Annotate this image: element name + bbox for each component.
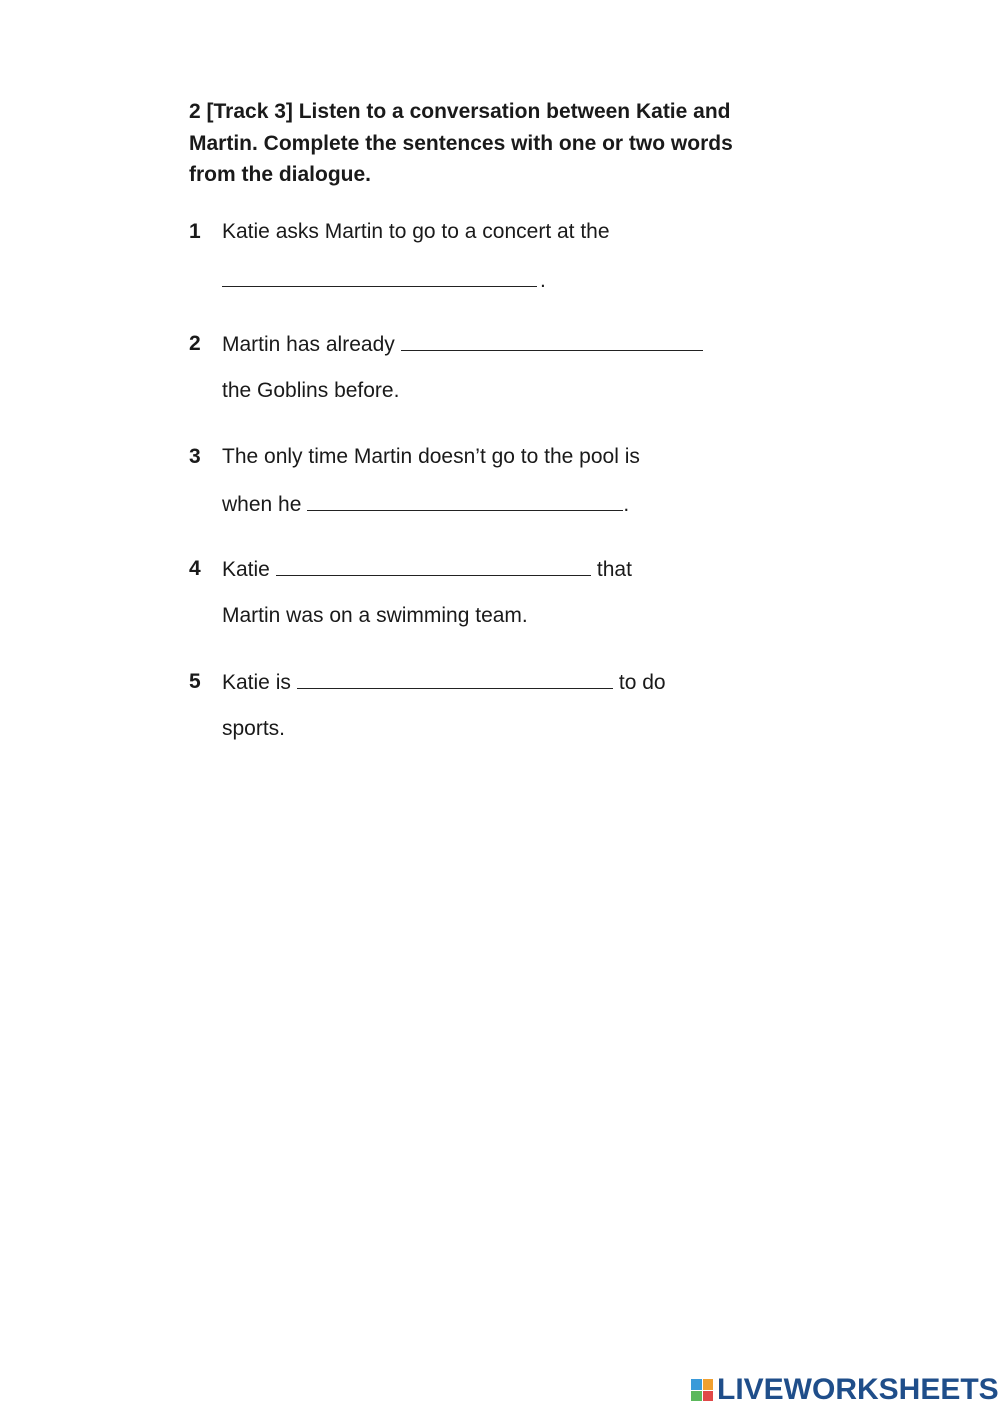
question-2 (0, 332, 1000, 412)
question-text-end: . (540, 269, 546, 292)
question-number: 5 (189, 670, 201, 693)
answer-blank-2[interactable] (401, 332, 703, 351)
answer-blank-1[interactable] (222, 268, 537, 287)
liveworksheets-logo-icon (691, 1379, 713, 1401)
logo-text: LIVEWORKSHEETS (717, 1373, 999, 1406)
question-text-start: when he (222, 493, 302, 516)
question-text-end: to do (618, 671, 666, 694)
instructions-lead: 2 [Track 3] Listen to a conversation between Katie and Martin. (189, 100, 731, 155)
question-line-1 (222, 557, 632, 582)
answer-blank-5[interactable] (297, 670, 613, 689)
question-text-start: Katie (222, 558, 270, 581)
question-text-start: Martin has already (222, 333, 395, 356)
question-line-1 (222, 670, 666, 695)
question-number: 2 (189, 332, 201, 355)
answer-blank-3[interactable] (307, 492, 623, 511)
answer-blank-4[interactable] (276, 557, 591, 576)
question-line-1 (222, 332, 706, 357)
exercise-instructions (189, 96, 749, 191)
question-text-end: . (623, 493, 630, 516)
question-line-2 (222, 492, 629, 517)
question-text: the Goblins before. (222, 379, 400, 402)
question-number: 3 (189, 445, 201, 468)
question-text: Martin was on a swimming team. (222, 604, 528, 627)
question-text-end: that (596, 558, 632, 581)
question-text: The only time Martin doesn’t go to the pool is (222, 445, 640, 468)
question-5 (0, 670, 1000, 750)
question-number: 4 (189, 557, 201, 580)
question-text: sports. (222, 717, 286, 740)
question-3 (0, 445, 1000, 525)
question-number: 1 (189, 220, 201, 243)
instructions-rest: Complete the sentences with one or two words from the dialogue. (189, 131, 733, 186)
question-1 (0, 220, 1000, 300)
question-text: Katie asks Martin to go to a concert at the (222, 220, 610, 243)
question-line-2 (222, 268, 546, 293)
question-4 (0, 557, 1000, 637)
question-text-start: Katie is (222, 671, 291, 694)
liveworksheets-logo (691, 1373, 999, 1407)
